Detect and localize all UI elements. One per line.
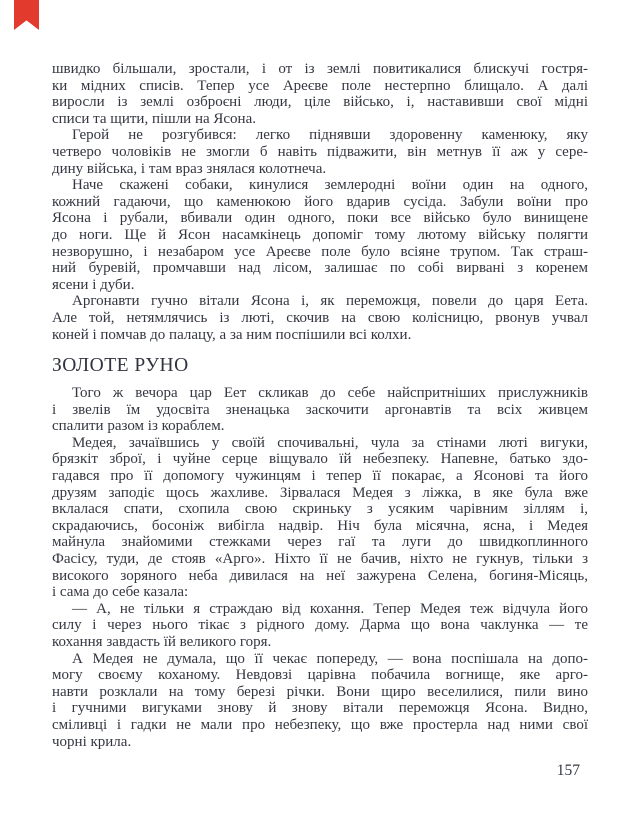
- text-line: спалити разом із кораблем.: [52, 418, 225, 435]
- text-line: кожний гадаючи, що каменюкою його вдарив сусіда. Забули воїни про: [52, 193, 588, 210]
- text-line: і звелів їм удосвіта зненацька заскочити аргонавтів та всіх живцем: [52, 401, 588, 418]
- text-line: Наче скажені собаки, кинулися землеродні воїни один на одного,: [72, 177, 588, 194]
- text-line: навти розклали на тому березі річки. Вони щиро веселилися, пили вино: [52, 683, 588, 700]
- text-line: списи та щити, пішли на Ясона.: [52, 110, 256, 127]
- text-line: вклалася спати, схопила свою скриньку з усяким чарівним зіллям і,: [52, 501, 588, 518]
- text-line: Фасісу, туди, де стояв «Арго». Ніхто її не бачив, ніхто не гукнув, тільки з: [52, 551, 588, 568]
- text-line: коней і помчав до палацу, а за ним поспішили всі колхи.: [52, 326, 412, 343]
- text-line: майнула знайомими стежками через гаї та луги до швидкоплинного: [52, 534, 588, 551]
- text-line: дину війська, і там враз знялася колотнеча.: [52, 160, 327, 177]
- page-number: 157: [556, 762, 580, 779]
- text-line: брязкіт зброї, і чуйне серце віщувало їй небезпеку. Напевне, батько здо-: [52, 451, 588, 468]
- text-line: швидко більшали, зростали, і от із землі повитикалися блискучі гостря-: [52, 61, 588, 77]
- text-line: скрадаючись, босоніж вибігла надвір. Ніч була місячна, ясна, і Медея: [52, 517, 588, 534]
- text-line: силу і через нього тікає з рідного дому. Дарма що вона чаклунка — те: [52, 617, 588, 634]
- text-line: Аргонавти гучно вітали Ясона і, як переможця, повели до царя Еета.: [72, 293, 588, 310]
- text-line: Медея, зачаївшись у своїй спочивальні, чула за стінами люті вигуки,: [72, 434, 588, 451]
- text-line: четверо чоловіків не змогли б навіть підважити, він метнув її аж у сере-: [52, 143, 588, 160]
- text-line: чорні крила.: [52, 733, 132, 750]
- text-line: і сама до себе казала:: [52, 584, 189, 601]
- text-line: А Медея не думала, що її чекає попереду, — вона поспішала на допо-: [72, 650, 588, 667]
- text-line: — А, не тільки я страждаю від кохання. Тепер Медея теж відчула його: [72, 600, 588, 617]
- text-line: Ясона і рубали, вбивали один одного, поки все військо було винищене: [52, 210, 588, 227]
- text-line: могу своєму коханому. Невдовзі царівна побачила вогнище, яке арго-: [52, 667, 588, 684]
- text-line: до ноги. Ще й Ясон насамкінець допоміг тому лютому війську полягти: [52, 226, 588, 243]
- text-line: і гучними вигуками знову й знову вітали переможця Ясона. Видно,: [52, 700, 588, 717]
- page-text: [52, 61, 588, 750]
- bookmark-ribbon-icon[interactable]: [14, 0, 39, 30]
- text-line: високого зоряного неба дивилася на неї зажурена Селена, богиня-Місяць,: [52, 567, 588, 584]
- text-line: ний буревій, промчавши над лісом, залишає по собі вирвані з коренем: [52, 260, 588, 277]
- text-line: виросли із землі озброєні люди, ціле військо, і, наставивши свої мідні: [52, 94, 588, 111]
- section-heading: ЗОЛОТЕ РУНО: [52, 355, 189, 377]
- text-line: ки мідних списів. Тепер усе Ареєве поле нестерпно блищало. А далі: [52, 77, 588, 94]
- text-line: сміливці і гадки не мали про небезпеку, що вже простерла над ними свої: [52, 716, 588, 733]
- text-line: Герой не розгубився: легко піднявши здоровенну каменюку, яку: [72, 127, 588, 144]
- text-line: гадався про її допомогу чужинцям і тепер її покарає, а Ясонові та його: [52, 468, 588, 485]
- text-line: Того ж вечора цар Еет скликав до себе найспритніших прислужників: [72, 385, 588, 402]
- text-line: незворушно, і незабаром усе Ареєве поле було всіяне трупом. Так страш-: [52, 243, 588, 260]
- text-line: друзям заподіє щось жахливе. Зірвалася Медея з ліжка, в яке була вже: [52, 484, 588, 501]
- text-line: Але той, нетямлячись із люті, скочив на свою колісницю, рвонув учвал: [52, 309, 588, 326]
- text-line: кохання завдасть їй великого горя.: [52, 634, 272, 650]
- text-line: ясени і дуби.: [52, 276, 135, 293]
